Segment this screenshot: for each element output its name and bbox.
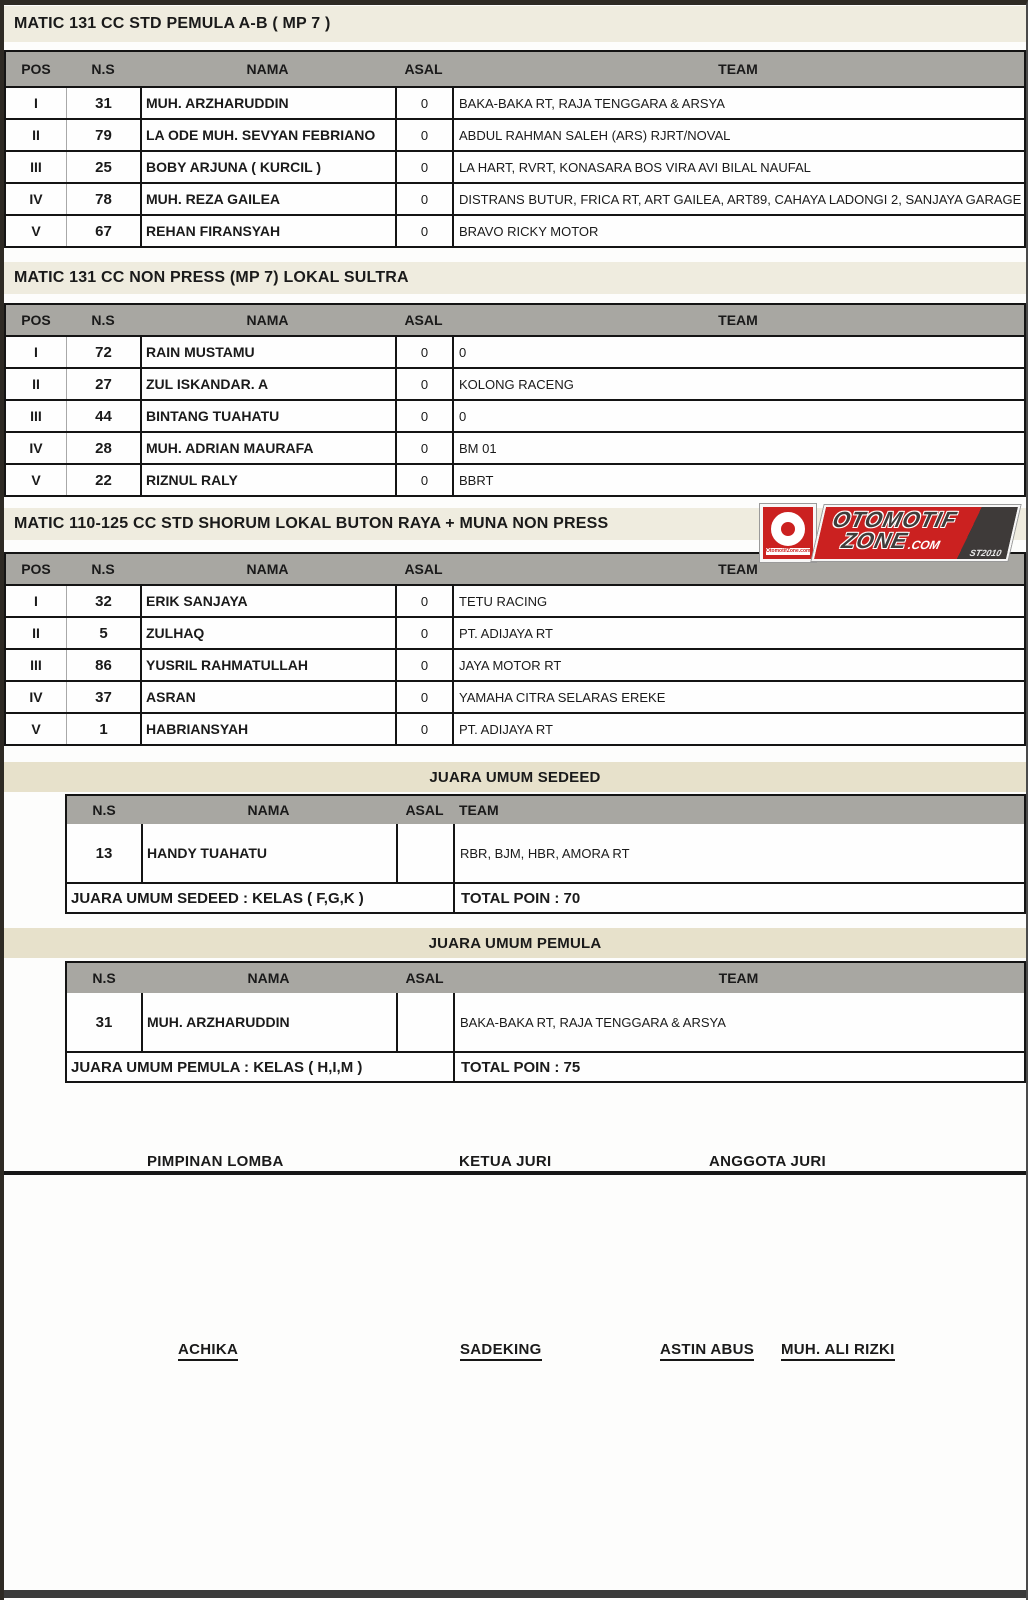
table-row (6, 335, 1024, 367)
table-cell: 0 (395, 88, 452, 118)
table-row (6, 150, 1024, 182)
table-cell: 5 (66, 618, 140, 648)
champion-title: JUARA UMUM PEMULA (428, 934, 602, 952)
table-cell: ZUL ISKANDAR. A (140, 369, 395, 399)
table-cell: 0 (395, 433, 452, 463)
table-cell: BOBY ARJUNA ( KURCIL ) (140, 152, 395, 182)
champion-footer-row (67, 882, 1024, 912)
logo-text-st2010: ST2010 (968, 548, 1003, 558)
table-cell: 0 (395, 152, 452, 182)
table-header-row (67, 963, 1024, 993)
table-cell: JAYA MOTOR RT (452, 650, 1024, 680)
table-cell: IV (29, 689, 43, 705)
column-header: N.S (91, 61, 115, 77)
logo-text-zone: ZONE (839, 528, 911, 553)
column-header: POS (21, 61, 51, 77)
table-row (6, 680, 1024, 712)
column-header: ASAL (404, 561, 443, 577)
table-cell: I (34, 593, 38, 609)
column-header: TEAM (718, 312, 758, 328)
champion-team: RBR, BJM, HBR, AMORA RT (453, 824, 1024, 882)
table-cell: PT. ADIJAYA RT (452, 714, 1024, 744)
table-cell: ASRAN (140, 682, 395, 712)
champion-title-bar (4, 928, 1026, 958)
champion-ns: 31 (95, 1013, 113, 1031)
table-cell: 86 (66, 650, 140, 680)
table-row (6, 463, 1024, 495)
table-row (6, 86, 1024, 118)
table-cell: 72 (66, 337, 140, 367)
table-row (6, 367, 1024, 399)
column-header: TEAM (718, 561, 758, 577)
logo-banner (812, 505, 1021, 561)
champion-section-pemula (4, 928, 1026, 1083)
table-cell: 0 (395, 465, 452, 495)
table-row (6, 118, 1024, 150)
champion-class-label: JUARA UMUM SEDEED : KELAS ( F,G,K ) (71, 889, 364, 907)
champion-name: MUH. ARZHARUDDIN (141, 993, 396, 1051)
column-header: N.S (91, 312, 115, 328)
table-cell: 27 (66, 369, 140, 399)
table-cell: 0 (395, 120, 452, 150)
results-table (4, 552, 1026, 746)
table-cell: 0 (452, 401, 1024, 431)
column-header: N.S (91, 561, 115, 577)
table-cell: 0 (395, 184, 452, 214)
signature-role: PIMPINAN LOMBA (147, 1153, 284, 1170)
table-cell: 0 (395, 586, 452, 616)
table-header-row (67, 796, 1024, 824)
table-cell: 78 (66, 184, 140, 214)
champion-row (67, 824, 1024, 882)
table-header-row (6, 52, 1024, 86)
table-cell: II (32, 376, 40, 392)
column-header: POS (21, 312, 51, 328)
champion-table (65, 961, 1026, 1083)
column-header: ASAL (404, 312, 443, 328)
table-cell: MUH. REZA GAILEA (140, 184, 395, 214)
champion-class-label: JUARA UMUM PEMULA : KELAS ( H,I,M ) (71, 1058, 363, 1076)
table-cell: BAKA-BAKA RT, RAJA TENGGARA & ARSYA (452, 88, 1024, 118)
signature-role: ANGGOTA JURI (709, 1153, 826, 1170)
signature-role: KETUA JURI (459, 1153, 552, 1170)
table-cell: LA ODE MUH. SEVYAN FEBRIANO (140, 120, 395, 150)
table-cell: V (31, 223, 41, 239)
table-cell: YAMAHA CITRA SELARAS EREKE (452, 682, 1024, 712)
table-cell: 0 (395, 714, 452, 744)
table-cell: REHAN FIRANSYAH (140, 216, 395, 246)
signature-name: SADEKING (460, 1341, 542, 1361)
table-cell: MUH. ADRIAN MAURAFA (140, 433, 395, 463)
table-cell: KOLONG RACENG (452, 369, 1024, 399)
column-header: NAMA (246, 61, 289, 77)
table-cell: BM 01 (452, 433, 1024, 463)
table-cell: V (31, 721, 41, 737)
table-cell: ZULHAQ (140, 618, 395, 648)
table-cell: III (30, 657, 42, 673)
table-cell: 0 (395, 369, 452, 399)
column-header: TEAM (718, 61, 758, 77)
table-row (6, 431, 1024, 463)
results-table (4, 303, 1026, 497)
table-cell: RIZNUL RALY (140, 465, 395, 495)
table-cell: II (32, 625, 40, 641)
champion-asal (396, 824, 453, 882)
results-table (4, 50, 1026, 248)
table-cell: II (32, 127, 40, 143)
table-cell: RAIN MUSTAMU (140, 337, 395, 367)
signature-names-box (4, 1175, 1026, 1590)
table-row (6, 712, 1024, 744)
signature-name: ACHIKA (178, 1341, 238, 1361)
table-cell: 31 (66, 88, 140, 118)
table-cell: MUH. ARZHARUDDIN (140, 88, 395, 118)
table-row (6, 182, 1024, 214)
logo-text-com: .COM (906, 538, 942, 552)
table-row (6, 648, 1024, 680)
table-cell: ABDUL RAHMAN SALEH (ARS) RJRT/NOVAL (452, 120, 1024, 150)
table-row (6, 584, 1024, 616)
column-header: ASAL (405, 802, 444, 818)
table-cell: BBRT (452, 465, 1024, 495)
column-header: NAMA (247, 802, 290, 818)
logo-record-badge-icon (760, 504, 816, 562)
signature-name: MUH. ALI RIZKI (781, 1341, 895, 1361)
table-cell: 0 (395, 682, 452, 712)
section-title-bar (4, 262, 1026, 294)
column-header: N.S (92, 802, 116, 818)
table-cell: 25 (66, 152, 140, 182)
champion-ns: 13 (95, 844, 113, 862)
otomotifzone-logo (760, 502, 1016, 564)
table-cell: 37 (66, 682, 140, 712)
table-cell: I (34, 95, 38, 111)
page-bottom-edge (4, 1590, 1026, 1598)
table-cell: DISTRANS BUTUR, FRICA RT, ART GAILEA, ART89, CAHAYA LADONGI 2, SANJAYA GARAGE (452, 184, 1024, 214)
table-cell: 0 (395, 401, 452, 431)
logo-text-otomotif: OTOMOTIF (830, 507, 960, 532)
table-cell: 32 (66, 586, 140, 616)
signature-roles-box (4, 1083, 1026, 1175)
champion-name: HANDY TUAHATU (141, 824, 396, 882)
table-cell: LA HART, RVRT, KONASARA BOS VIRA AVI BILAL NAUFAL (452, 152, 1024, 182)
champion-asal (396, 993, 453, 1051)
section-title: MATIC 131 CC NON PRESS (MP 7) LOKAL SULTRA (14, 269, 409, 286)
table-cell: 1 (66, 714, 140, 744)
table-cell: 67 (66, 216, 140, 246)
section-title-bar (4, 6, 1026, 42)
table-cell: IV (29, 191, 43, 207)
column-header: N.S (92, 970, 116, 986)
champion-title: JUARA UMUM SEDEED (429, 768, 601, 786)
table-body (6, 335, 1024, 495)
champion-team: BAKA-BAKA RT, RAJA TENGGARA & ARSYA (453, 993, 1024, 1051)
section-title: MATIC 131 CC STD PEMULA A-B ( MP 7 ) (14, 15, 331, 32)
logo-ring-icon (771, 512, 805, 546)
table-cell: III (30, 408, 42, 424)
table-body (6, 86, 1024, 246)
champion-footer-row (67, 1051, 1024, 1081)
table-row (6, 399, 1024, 431)
table-body (6, 584, 1024, 744)
column-header: ASAL (404, 61, 443, 77)
table-row (6, 214, 1024, 246)
champion-row (67, 993, 1024, 1051)
column-header: NAMA (246, 561, 289, 577)
table-cell: 44 (66, 401, 140, 431)
table-cell: 0 (452, 337, 1024, 367)
section-title: MATIC 110-125 CC STD SHORUM LOKAL BUTON RAYA + MUNA NON PRESS (14, 515, 609, 532)
table-cell: BINTANG TUAHATU (140, 401, 395, 431)
table-cell: IV (29, 440, 43, 456)
table-cell: 0 (395, 337, 452, 367)
champion-table (65, 794, 1026, 914)
table-cell: III (30, 159, 42, 175)
column-header: NAMA (246, 312, 289, 328)
table-cell: 0 (395, 650, 452, 680)
table-cell: PT. ADIJAYA RT (452, 618, 1024, 648)
table-cell: ERIK SANJAYA (140, 586, 395, 616)
column-header: TEAM (459, 802, 499, 818)
column-header: TEAM (718, 970, 759, 986)
table-cell: V (31, 472, 41, 488)
column-header: POS (21, 561, 51, 577)
table-cell: 0 (395, 618, 452, 648)
champion-total-points: TOTAL POIN : 75 (453, 1053, 1024, 1081)
signature-name: ASTIN ABUS (660, 1341, 754, 1361)
table-cell: 0 (395, 216, 452, 246)
table-cell: 79 (66, 120, 140, 150)
table-header-row (6, 305, 1024, 335)
column-header: NAMA (247, 970, 290, 986)
table-cell: TETU RACING (452, 586, 1024, 616)
logo-badge-caption: OtomotifZone.com (766, 547, 810, 554)
table-row (6, 616, 1024, 648)
table-cell: 22 (66, 465, 140, 495)
table-cell: I (34, 344, 38, 360)
champion-section-sedeed (4, 762, 1026, 914)
column-header: ASAL (405, 970, 444, 986)
table-cell: BRAVO RICKY MOTOR (452, 216, 1024, 246)
champion-total-points: TOTAL POIN : 70 (453, 884, 1024, 912)
table-cell: HABRIANSYAH (140, 714, 395, 744)
champion-title-bar (4, 762, 1026, 792)
table-cell: 28 (66, 433, 140, 463)
table-cell: YUSRIL RAHMATULLAH (140, 650, 395, 680)
